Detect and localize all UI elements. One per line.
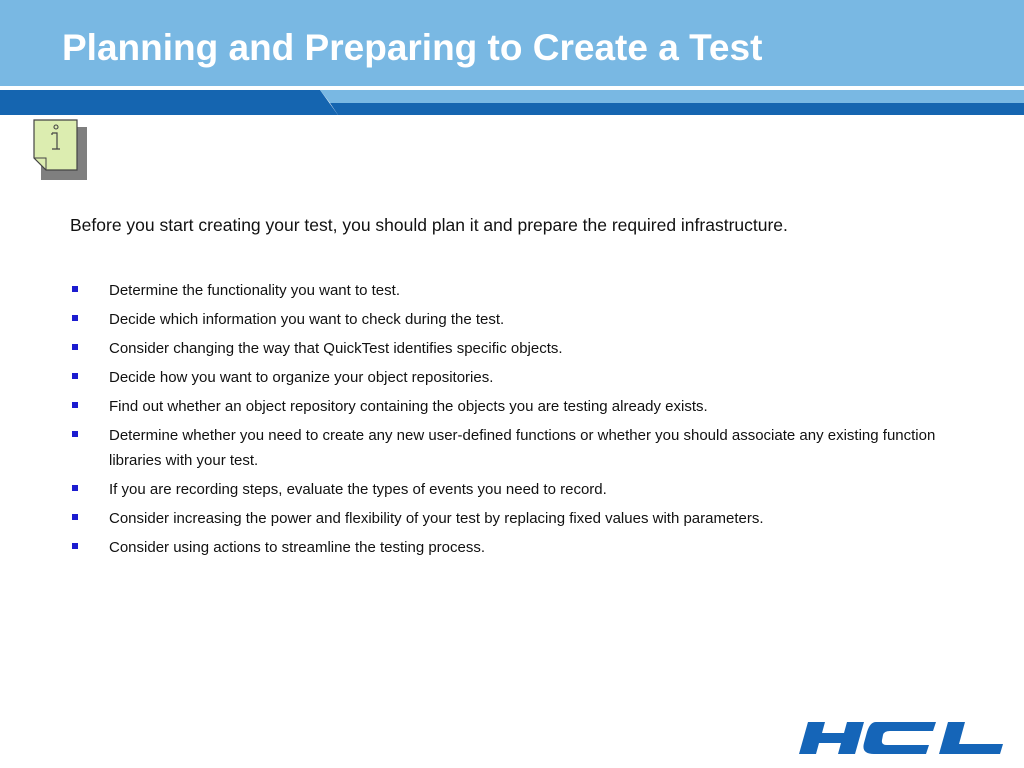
- intro-text: Before you start creating your test, you should plan it and prepare the required infrastructure.: [70, 215, 788, 235]
- list-item-text: Consider changing the way that QuickTest identifies specific objects.: [109, 340, 563, 357]
- list-item-text: Consider using actions to streamline the testing process.: [109, 539, 486, 556]
- bullet-square-icon: [72, 402, 78, 408]
- list-item: [70, 506, 950, 531]
- list-item-text: Consider increasing the power and flexibility of your test by replacing fixed values with parameters.: [109, 510, 764, 527]
- list-item: [70, 365, 950, 390]
- list-item: [70, 535, 950, 560]
- bullet-square-icon: [72, 485, 78, 491]
- list-item: [70, 336, 950, 361]
- bullet-list: [70, 278, 950, 564]
- list-item: [70, 423, 950, 473]
- header-stripe: [0, 86, 1024, 116]
- list-item-text: Decide which information you want to check during the test.: [109, 311, 505, 328]
- list-item-text: Determine whether you need to create any new user-defined functions or whether you should associate any existing function libraries with your test.: [109, 427, 936, 469]
- bullet-square-icon: [72, 286, 78, 292]
- list-item-text: Decide how you want to organize your object repositories.: [109, 369, 494, 386]
- list-item-text: Determine the functionality you want to test.: [109, 282, 400, 299]
- bullet-square-icon: [72, 315, 78, 321]
- bullet-square-icon: [72, 344, 78, 350]
- list-item-text: If you are recording steps, evaluate the types of events you need to record.: [109, 481, 607, 498]
- list-item: [70, 278, 950, 303]
- list-item: [70, 477, 950, 502]
- bullet-square-icon: [72, 543, 78, 549]
- bullet-square-icon: [72, 431, 78, 437]
- bullet-square-icon: [72, 514, 78, 520]
- list-item: [70, 307, 950, 332]
- bullet-square-icon: [72, 373, 78, 379]
- list-item-text: Find out whether an object repository containing the objects you are testing already exists.: [109, 398, 708, 415]
- slide-title: Planning and Preparing to Create a Test: [62, 27, 763, 68]
- info-note-icon: [32, 118, 88, 182]
- hcl-logo: [798, 722, 1004, 754]
- list-item: [70, 394, 950, 419]
